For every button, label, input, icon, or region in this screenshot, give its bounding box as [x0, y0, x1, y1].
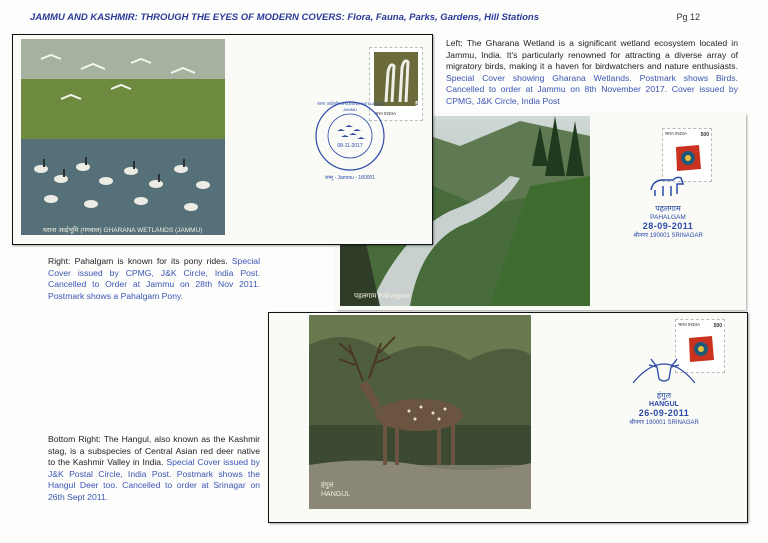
hangul-photo-caption: HANGUL [321, 491, 351, 498]
bottom-description [48, 434, 260, 504]
pahalgam-stamp-value: 500 [700, 132, 709, 138]
hangul-postmark [599, 351, 729, 426]
gharana-postmark [313, 99, 387, 181]
hangul-postmark-date: 26-09-2011 [638, 408, 690, 418]
left-description [446, 38, 738, 108]
right-description [48, 256, 260, 302]
hangul-stamp-value: 500 [713, 323, 722, 329]
pahalgam-postmark-date: 28-09-2011 [642, 221, 694, 231]
hangul-photo [309, 315, 531, 509]
page-number: Pg 12 [676, 12, 700, 22]
bottom-description-plain: Bottom Right: The Hangul, also known as the Kashmir stag, is a subspecies of Central Asian red deer native to the Kashmir Valley in India. [48, 434, 260, 468]
pahalgam-postmark-place: श्रीनगर 190001 SRINAGAR [633, 233, 703, 239]
gharana-stamp-country: भारत INDIA [374, 111, 396, 116]
flag-emblem-icon [673, 143, 703, 173]
gharana-postmark-place: जम्मू - Jammu - 180001 [324, 175, 376, 181]
crane-birds-icon [374, 52, 418, 106]
page-header-title: JAMMU AND KASHMIR: THROUGH THE EYES OF MODERN COVERS: Flora, Fauna, Parks, Gardens, Hill Stations [30, 12, 540, 23]
hangul-postmark-title: HANGUL [649, 401, 679, 408]
pahalgam-postmark-title: PAHALGAM [650, 214, 686, 221]
hangul-stamp-country: भारत INDIA [678, 322, 700, 327]
pony-icon [643, 172, 693, 198]
gharana-postmark-date: 08-11-2017 [337, 143, 363, 149]
pahalgam-postmark-title-hi: पहलगाम [655, 204, 681, 213]
left-description-blue: Special Cover showing Gharana Wetlands. Postmark shows Birds. Cancelled to order at Jammu on 8th November 2017. Cover issued by CPMG, J&K Circle, India Post [446, 72, 738, 106]
gharana-photo [21, 39, 225, 235]
gharana-postmark-arc: घराना आर्द्रभूमि GHARANA WETLANDS JAMMU [317, 101, 383, 112]
pahalgam-postmark [598, 172, 738, 239]
right-description-blue: Special Cover issued by CPMG, J&K Circle, India Post. Cancelled to Order at Jammu on 28th Nov 2011. Postmark shows a Pahalgam Pony. [48, 256, 260, 301]
gharana-photo-caption: घराना आर्द्रभूमि (गगवाल) GHARANA WETLANDS (JAMMU) [43, 227, 203, 234]
pahalgam-photo-caption: पहलगाम Pahalgam [354, 293, 410, 300]
gharana-stamp-value: 5 [415, 101, 419, 108]
hangul-postmark-title-hi: हंगुल [656, 391, 672, 400]
cover-gharana [12, 34, 433, 245]
bottom-description-blue: Special Cover issued by J&K Postal Circle, India Post. Postmark shows the Hangul Deer too. Cancelled to order at Srinagar on 26th Sept 2011. [48, 457, 260, 502]
right-description-plain: Right: Pahalgam is known for its pony rides. [48, 256, 228, 266]
hangul-photo-caption-hi: हंगुल [321, 482, 334, 489]
deer-head-icon [629, 351, 699, 385]
hangul-postmark-place: श्रीनगर 190001 SRINAGAR [629, 420, 699, 426]
cover-hangul [268, 312, 748, 523]
pahalgam-stamp-country: भारत INDIA [665, 131, 687, 136]
left-description-plain: Left: The Gharana Wetland is a significant wetland ecosystem located in Jammu, India. It's particularly renowned for attracting a diverse array of migratory birds, making it a haven for birdwatchers and nature enthusiasts. [446, 38, 738, 72]
